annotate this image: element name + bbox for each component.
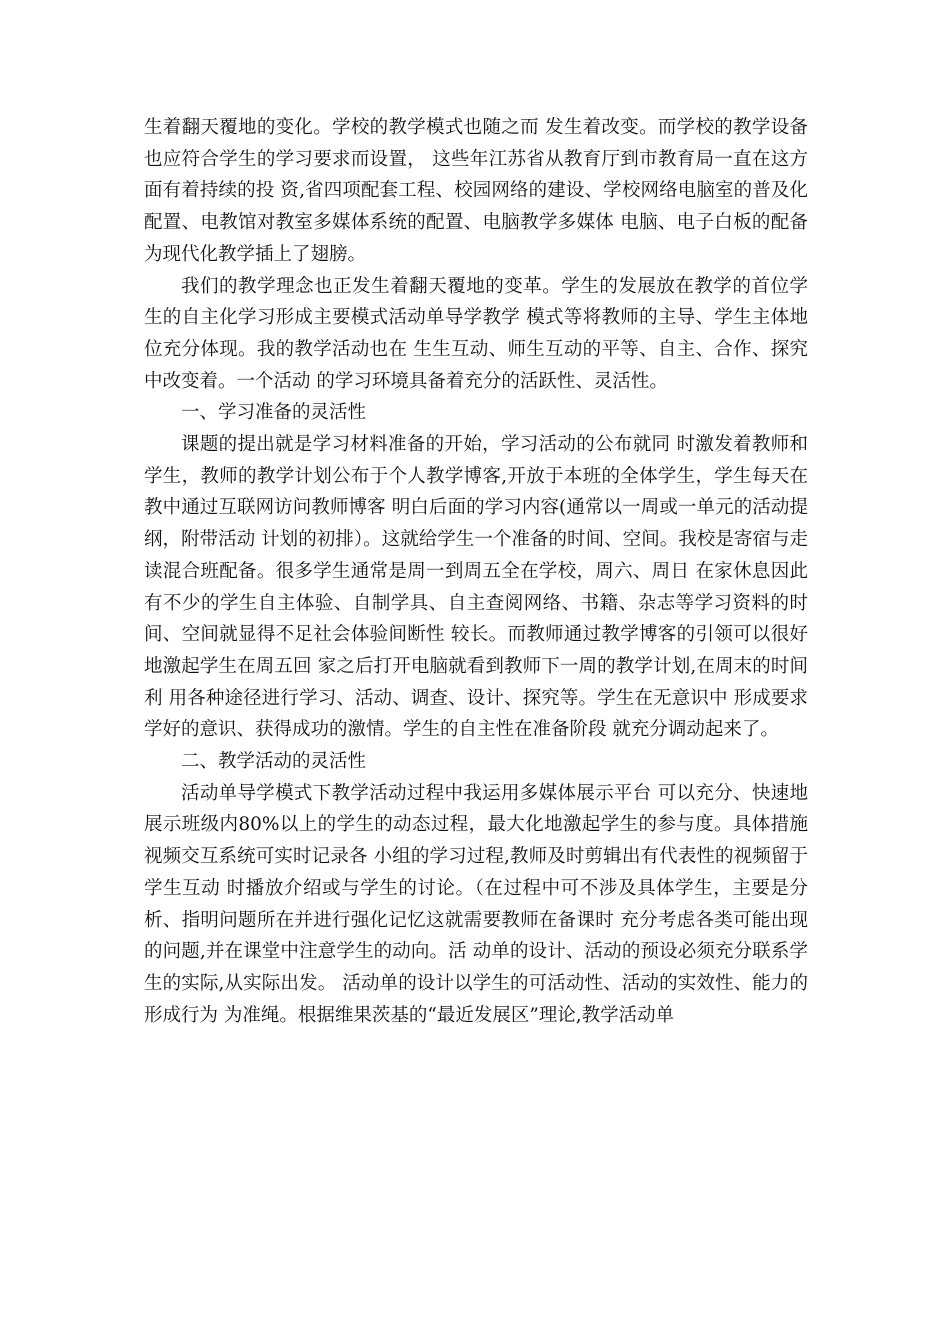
section-heading-learning-preparation: 一、学习准备的灵活性	[181, 402, 367, 424]
paragraph-intro-continuation: 生着翻天覆地的变化。学校的教学模式也随之而 发生着改变。而学校的教学设备也应符合学生的学习要求而设置， 这些年江苏省从教育厅到市教育局一直在这方面有着持续的投 资,省四项配套工程、校园网络的建设、学校网络电脑室的普及化 配置、电教馆对教室多媒体系统的配置、电脑教学多媒体 电脑、电子白板的配备为现代化教学插上了翅膀。	[144, 117, 808, 265]
section-heading-teaching-activities: 二、教学活动的灵活性	[181, 751, 367, 773]
paragraph-learning-preparation: 课题的提出就是学习材料准备的开始，学习活动的公布就同 时激发着教师和学生，教师的教学计划公布于个人教学博客,开放于本班的全体学生，学生每天在教中通过互联网访问教师博客 明白后面的学习内容(通常以一周或一单元的活动提纲，附带活动 计划的初排）。这就给学生一个准备的时间、空间。我校是寄宿与走 读混合班配备。很多学生通常是周一到周五全在学校，周六、周日 在家休息因此有不少的学生自主体验、自制学具、自主查阅网络、书籍、杂志等学习资料的时间、空间就显得不足社会体验间断性 较长。而教师通过教学博客的引领可以很好地激起学生在周五回 家之后打开电脑就看到教师下一周的教学计划,在周末的时间利 用各种途径进行学习、活动、调查、设计、探究等。学生在无意识中 形成要求学好的意识、获得成功的激情。学生的自主性在准备阶段 就充分调动起来了。	[144, 434, 808, 741]
document-page	[144, 112, 808, 1031]
paragraph-teaching-philosophy: 我们的教学理念也正发生着翻天覆地的变革。学生的发展放在教学的首位学生的自主化学习形成主要模式活动单导学教学 模式等将教师的主导、学生主体地位充分体现。我的教学活动也在 生生互动、师生互动的平等、自主、合作、探究中改变着。一个活动 的学习环境具备着充分的活跃性、灵活性。	[144, 275, 808, 392]
paragraph-teaching-activities: 活动单导学模式下教学活动过程中我运用多媒体展示平台 可以充分、快速地展示班级内80%以上的学生的动态过程，最大化地激起学生的参与度。具体措施视频交互系统可实时记录各 小组的学习过程,教师及时剪辑出有代表性的视频留于学生互动 时播放介绍或与学生的讨论。（在过程中可不涉及具体学生，主要是分析、指明问题所在并进行强化记忆这就需要教师在备课时 充分考虑各类可能出现的问题,并在课堂中注意学生的动向。活 动单的设计、活动的预设必须充分联系学生的实际,从实际出发。 活动单的设计以学生的可活动性、活动的实效性、能力的形成行为 为准绳。根据维果茨基的“最近发展区”理论,教学活动单	[144, 782, 808, 1026]
